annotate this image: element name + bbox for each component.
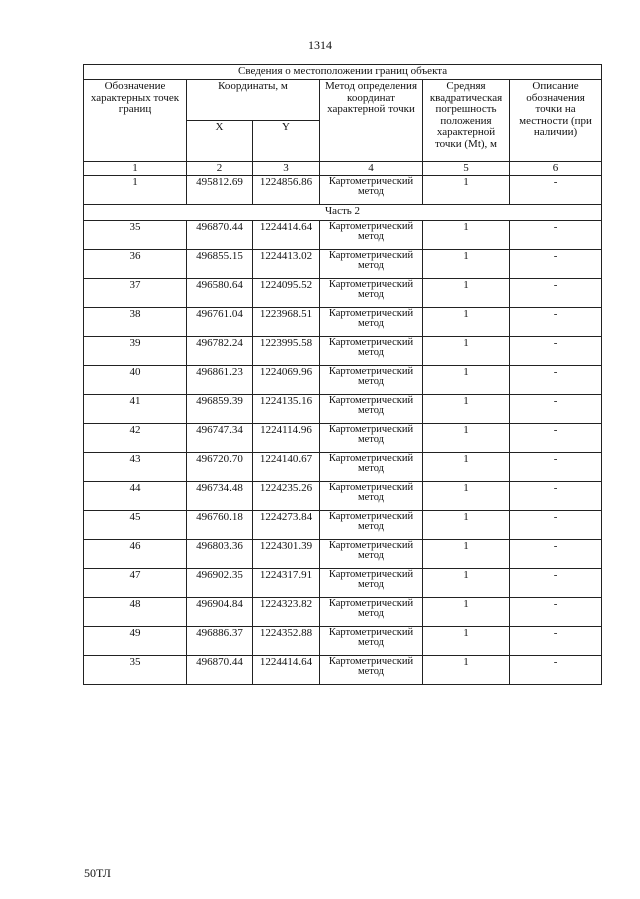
method-cell [320,540,423,569]
method-cell [320,627,423,656]
coord-y: 1224317.91 [253,569,320,598]
footer-code: 50ТЛ [84,866,111,880]
coord-x: 496859.39 [187,395,253,424]
description-value: - [510,221,602,250]
coord-x: 496734.48 [187,482,253,511]
error-value: 1 [423,424,510,453]
coord-x: 496803.36 [187,540,253,569]
coord-y: 1223995.58 [253,337,320,366]
description-value: - [510,279,602,308]
page-number: 1314 [308,38,332,52]
column-number: 1 [84,162,187,176]
method-line1: Картометрический [328,598,414,609]
coord-x: 496855.15 [187,250,253,279]
coord-x: 496902.35 [187,569,253,598]
point-number: 36 [84,250,187,279]
point-number: 37 [84,279,187,308]
method-line2: метод [357,550,385,561]
method-cell [320,511,423,540]
method-line1: Картометрический [328,511,414,522]
coord-x: 496904.84 [187,598,253,627]
description-value: - [510,176,602,205]
table-row [84,366,602,395]
boundary-coordinates-table [83,64,602,685]
description-value: - [510,453,602,482]
coord-y: 1224135.16 [253,395,320,424]
coord-x: 496886.37 [187,627,253,656]
coord-y: 1224413.02 [253,250,320,279]
point-number: 40 [84,366,187,395]
method-line2: метод [357,260,385,271]
method-cell [320,279,423,308]
coord-x: 496580.64 [187,279,253,308]
method-line1: Картометрический [328,453,414,464]
table-row [84,424,602,453]
column-number: 5 [423,162,510,176]
method-line1: Картометрический [328,337,414,348]
coord-y: 1224301.39 [253,540,320,569]
table-row [84,540,602,569]
table-row [84,395,602,424]
table-row [84,656,602,685]
method-line1: Картометрический [328,279,414,290]
description-value: - [510,424,602,453]
coord-y: 1224414.64 [253,221,320,250]
description-value: - [510,627,602,656]
method-line2: метод [357,608,385,619]
point-number: 35 [84,656,187,685]
header-y: Y [253,121,320,162]
method-cell [320,598,423,627]
point-number: 39 [84,337,187,366]
method-line1: Картометрический [328,656,414,667]
point-number: 43 [84,453,187,482]
error-value: 1 [423,453,510,482]
error-value: 1 [423,221,510,250]
method-line2: метод [357,318,385,329]
point-number: 48 [84,598,187,627]
coord-x: 496761.04 [187,308,253,337]
point-number: 41 [84,395,187,424]
error-value: 1 [423,540,510,569]
method-line2: метод [357,231,385,242]
table-row [84,511,602,540]
table-row [84,279,602,308]
table-row [84,221,602,250]
method-line2: метод [357,579,385,590]
method-line2: метод [357,521,385,532]
method-line2: метод [357,666,385,677]
method-line1: Картометрический [328,395,414,406]
error-value: 1 [423,627,510,656]
method-line1: Картометрический [328,540,414,551]
point-number: 42 [84,424,187,453]
coord-y: 1224114.96 [253,424,320,453]
method-cell [320,366,423,395]
method-line2: метод [357,463,385,474]
column-numbers-row [84,162,602,176]
error-value: 1 [423,598,510,627]
method-cell [320,250,423,279]
coord-y: 1224352.88 [253,627,320,656]
column-number: 2 [187,162,253,176]
coord-x: 496782.24 [187,337,253,366]
description-value: - [510,511,602,540]
coord-x: 496861.23 [187,366,253,395]
error-value: 1 [423,176,510,205]
point-number: 49 [84,627,187,656]
method-cell [320,656,423,685]
method-line1: Картометрический [328,176,414,187]
method-line2: метод [357,289,385,300]
description-value: - [510,598,602,627]
column-number: 3 [253,162,320,176]
point-number: 44 [84,482,187,511]
method-line2: метод [357,186,385,197]
table-caption: Сведения о местоположении границ объекта [84,65,602,80]
table-row [84,569,602,598]
point-number: 35 [84,221,187,250]
method-cell [320,176,423,205]
method-cell [320,395,423,424]
column-number: 4 [320,162,423,176]
description-value: - [510,656,602,685]
table-row [84,250,602,279]
coord-y: 1224323.82 [253,598,320,627]
description-value: - [510,366,602,395]
method-line1: Картометрический [328,627,414,638]
table-row [84,482,602,511]
description-value: - [510,395,602,424]
table-row [84,176,602,205]
table-row [84,308,602,337]
error-value: 1 [423,482,510,511]
header-designation: Обозначение характерных точек границ [84,80,187,162]
description-value: - [510,482,602,511]
header-coordinates: Координаты, м [187,80,320,121]
method-line1: Картометрический [328,308,414,319]
error-value: 1 [423,511,510,540]
coord-y: 1224069.96 [253,366,320,395]
method-cell [320,569,423,598]
description-value: - [510,337,602,366]
coord-x: 496747.34 [187,424,253,453]
coord-y: 1224273.84 [253,511,320,540]
coord-x: 496870.44 [187,221,253,250]
error-value: 1 [423,337,510,366]
table-row [84,598,602,627]
method-line2: метод [357,376,385,387]
table-row [84,453,602,482]
method-cell [320,424,423,453]
point-number: 1 [84,176,187,205]
table-row [84,337,602,366]
coord-y: 1224856.86 [253,176,320,205]
header-error: Средняя квадратическая погрешность положения характерной точки (Mt), м [423,80,510,162]
point-number: 46 [84,540,187,569]
description-value: - [510,250,602,279]
part-label: Часть 2 [84,205,602,221]
coord-x: 496870.44 [187,656,253,685]
method-cell [320,482,423,511]
method-cell [320,221,423,250]
method-line1: Картометрический [328,482,414,493]
method-line2: метод [357,347,385,358]
coord-y: 1224414.64 [253,656,320,685]
method-line2: метод [357,492,385,503]
column-number: 6 [510,162,602,176]
description-value: - [510,540,602,569]
error-value: 1 [423,656,510,685]
method-line1: Картометрический [328,366,414,377]
coord-x: 496760.18 [187,511,253,540]
description-value: - [510,308,602,337]
point-number: 38 [84,308,187,337]
method-line2: метод [357,637,385,648]
coord-x: 495812.69 [187,176,253,205]
header-x: X [187,121,253,162]
coord-y: 1224095.52 [253,279,320,308]
method-line1: Картометрический [328,569,414,580]
method-cell [320,337,423,366]
coord-y: 1223968.51 [253,308,320,337]
error-value: 1 [423,366,510,395]
table-row [84,627,602,656]
error-value: 1 [423,250,510,279]
coord-x: 496720.70 [187,453,253,482]
method-line1: Картометрический [328,250,414,261]
method-cell [320,308,423,337]
header-description: Описание обозначения точки на местности (при наличии) [510,80,602,162]
method-cell [320,453,423,482]
header-method: Метод определения координат характерной точки [320,80,423,162]
description-value: - [510,569,602,598]
error-value: 1 [423,569,510,598]
coord-y: 1224235.26 [253,482,320,511]
error-value: 1 [423,308,510,337]
method-line1: Картометрический [328,424,414,435]
coord-y: 1224140.67 [253,453,320,482]
method-line2: метод [357,405,385,416]
method-line1: Картометрический [328,221,414,232]
point-number: 45 [84,511,187,540]
point-number: 47 [84,569,187,598]
method-line2: метод [357,434,385,445]
error-value: 1 [423,279,510,308]
error-value: 1 [423,395,510,424]
